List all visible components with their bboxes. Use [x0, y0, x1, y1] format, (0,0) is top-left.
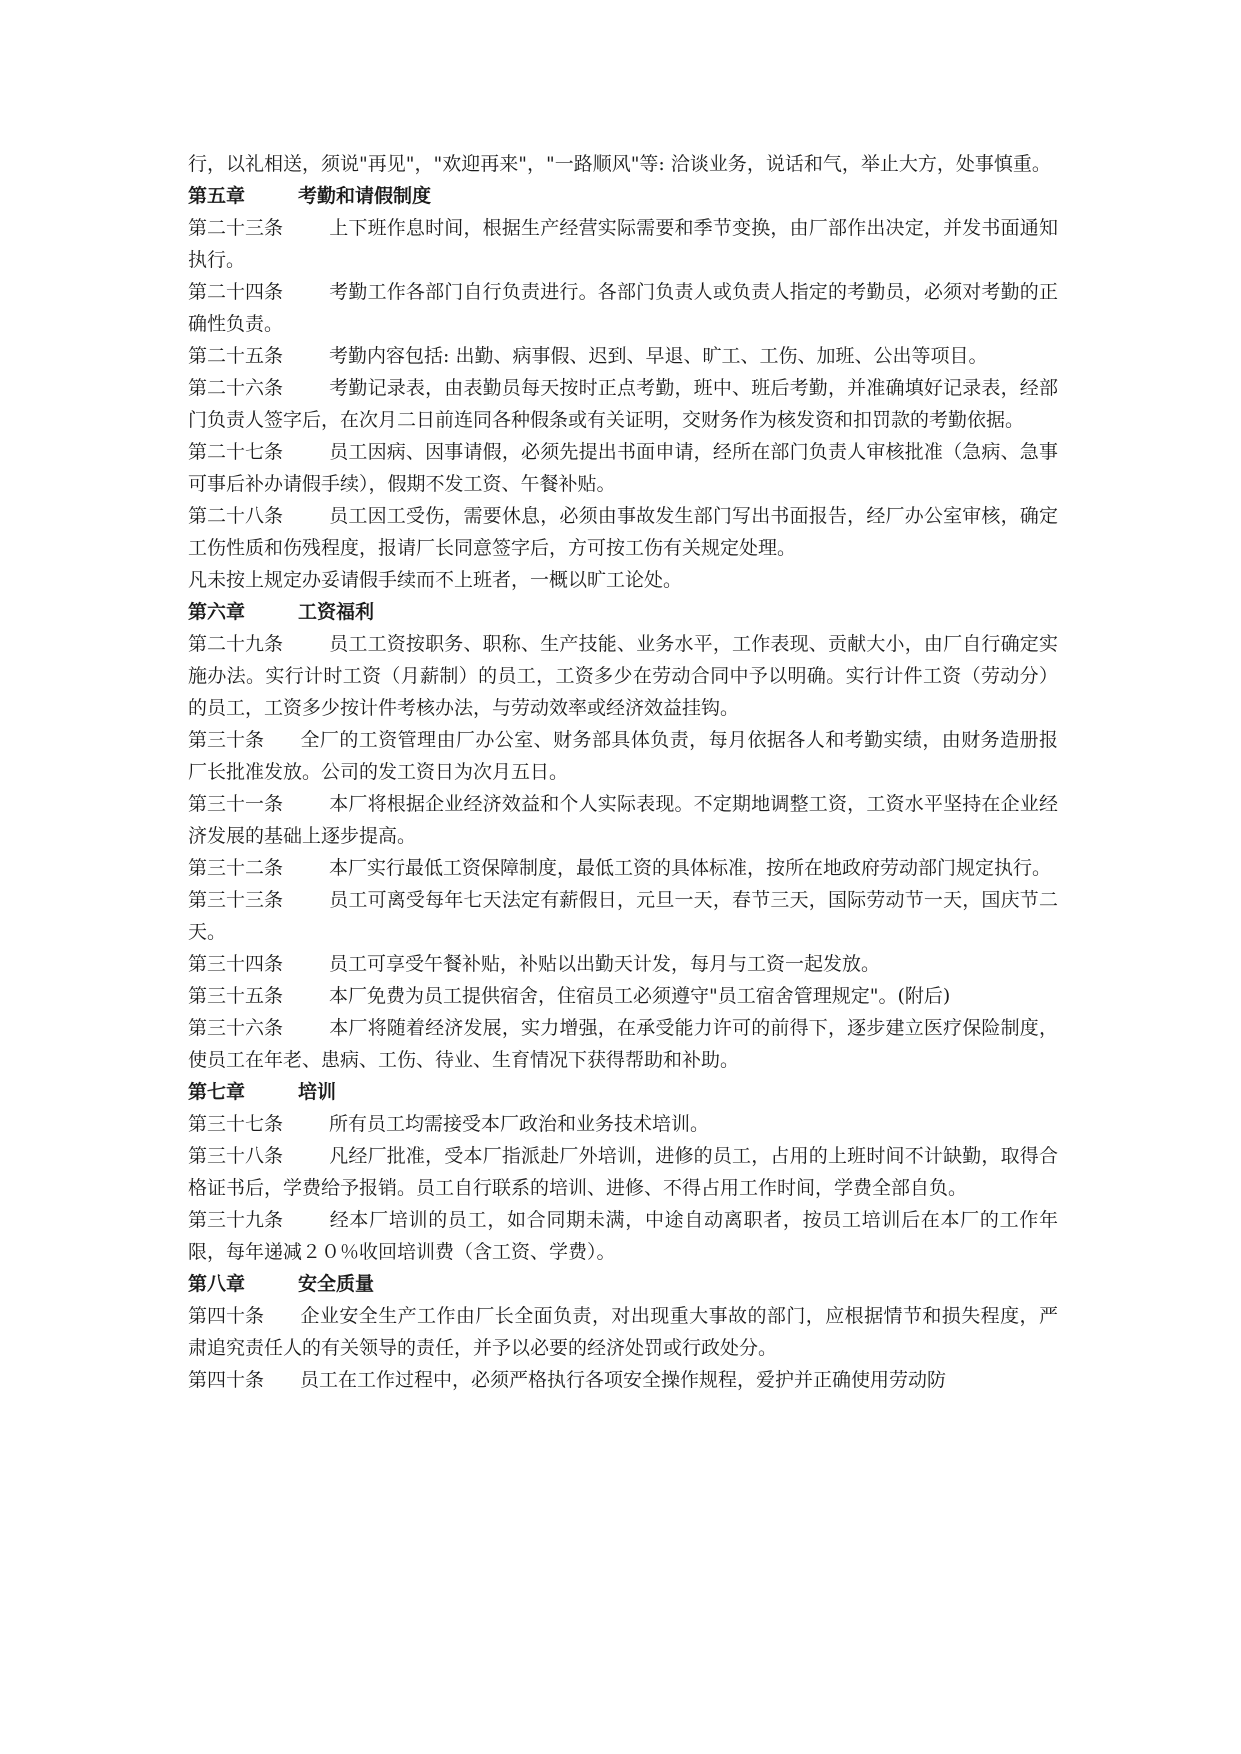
article-number: 第四十条: [188, 1305, 265, 1327]
article-number: 第二十六条: [188, 377, 284, 399]
article-text: 本厂将根据企业经济效益和个人实际表现。不定期地调整工资，工资水平坚持在企业经济发展的基础上逐步提高。: [188, 793, 1058, 847]
article-text: 上下班作息时间，根据生产经营实际需要和季节变换，由厂部作出决定，并发书面通知执行。: [188, 217, 1058, 271]
article-number: 第二十五条: [188, 345, 284, 367]
chapter-title: 培训: [298, 1081, 337, 1103]
article-number: 第三十五条: [188, 985, 284, 1007]
article-number: 第三十四条: [188, 953, 284, 975]
chapter-number: 第七章: [188, 1081, 246, 1103]
article-text: 员工因病、因事请假，必须先提出书面申请，经所在部门负责人审核批准（急病、急事可事后补办请假手续），假期不发工资、午餐补贴。: [188, 441, 1058, 495]
chapter-title: 考勤和请假制度: [298, 185, 432, 207]
article-text: 本厂将随着经济发展，实力增强，在承受能力许可的前得下，逐步建立医疗保险制度，使员工在年老、患病、工伤、待业、生育情况下获得帮助和补助。: [188, 1017, 1058, 1071]
article-text: 考勤记录表，由表勤员每天按时正点考勤，班中、班后考勤，并准确填好记录表，经部门负责人签字后，在次月二日前连同各种假条或有关证明，交财务作为核发资和扣罚款的考勤依据。: [188, 377, 1058, 431]
article-text: 全厂的工资管理由厂办公室、财务部具体负责，每月依据各人和考勤实绩，由财务造册报厂长批准发放。公司的发工资日为次月五日。: [188, 729, 1058, 783]
article-paragraph: [188, 1364, 1058, 1396]
article-text: 员工因工受伤，需要休息，必须由事故发生部门写出书面报告，经厂办公室审核，确定工伤性质和伤残程度，报请厂长同意签字后，方可按工伤有关规定处理。: [188, 505, 1058, 559]
article-number: 第四十条: [188, 1369, 265, 1391]
article-number: 第三十二条: [188, 857, 284, 879]
article-text: 本厂实行最低工资保障制度，最低工资的具体标准，按所在地政府劳动部门规定执行。: [329, 857, 1052, 879]
article-paragraph: [188, 980, 1058, 1012]
article-number: 第三十八条: [188, 1145, 284, 1167]
article-number: 第二十九条: [188, 633, 284, 655]
chapter-number: 第五章: [188, 185, 246, 207]
article-paragraph: [188, 1204, 1058, 1268]
article-number: 第三十九条: [188, 1209, 284, 1231]
text-paragraph: 行，以礼相送，须说"再见"，"欢迎再来"，"一路顺风"等: 洽谈业务，说话和气，举止大方，处事慎重。: [188, 153, 1051, 175]
article-text: 员工可离受每年七天法定有薪假日，元旦一天，春节三天，国际劳动节一天，国庆节二天。: [188, 889, 1058, 943]
article-text: 经本厂培训的员工，如合同期未满，中途自动离职者，按员工培训后在本厂的工作年限，每年递减２０％收回培训费（含工资、学费）。: [188, 1209, 1058, 1263]
article-paragraph: [188, 500, 1058, 564]
article-text: 凡经厂批准，受本厂指派赴厂外培训，进修的员工，占用的上班时间不计缺勤，取得合格证书后，学费给予报销。员工自行联系的培训、进修、不得占用工作时间，学费全部自负。: [188, 1145, 1058, 1199]
article-paragraph: [188, 1012, 1058, 1076]
article-number: 第三十七条: [188, 1113, 284, 1135]
article-paragraph: [188, 628, 1058, 724]
article-paragraph: [188, 340, 1058, 372]
article-paragraph: [188, 852, 1058, 884]
article-number: 第二十三条: [188, 217, 284, 239]
article-text: 考勤内容包括: 出勤、病事假、迟到、早退、旷工、工伤、加班、公出等项目。: [329, 345, 988, 367]
article-number: 第二十四条: [188, 281, 284, 303]
article-paragraph: [188, 372, 1058, 436]
article-number: 第三十六条: [188, 1017, 284, 1039]
article-paragraph: [188, 212, 1058, 276]
article-paragraph: [188, 276, 1058, 340]
article-paragraph: [188, 436, 1058, 500]
article-paragraph: [188, 788, 1058, 852]
article-number: 第二十八条: [188, 505, 284, 527]
article-paragraph: [188, 724, 1058, 788]
article-paragraph: [188, 948, 1058, 980]
article-text: 员工可享受午餐补贴，补贴以出勤天计发，每月与工资一起发放。: [329, 953, 881, 975]
article-paragraph: [188, 1300, 1058, 1364]
article-text: 所有员工均需接受本厂政治和业务技术培训。: [329, 1113, 710, 1135]
article-number: 第三十三条: [188, 889, 284, 911]
article-number: 第二十七条: [188, 441, 284, 463]
chapter-title: 工资福利: [298, 601, 375, 623]
chapter-title: 安全质量: [298, 1273, 375, 1295]
document-page: [188, 148, 1058, 1396]
article-text: 企业安全生产工作由厂长全面负责，对出现重大事故的部门，应根据情节和损失程度，严肃追究责任人的有关领导的责任，并予以必要的经济处罚或行政处分。: [188, 1305, 1058, 1359]
article-number: 第三十一条: [188, 793, 284, 815]
article-text: 本厂免费为员工提供宿舍，住宿员工必须遵守"员工宿舍管理规定"。(附后): [329, 985, 951, 1007]
article-paragraph: [188, 1140, 1058, 1204]
chapter-heading: [188, 1268, 1058, 1300]
chapter-heading: [188, 180, 1058, 212]
chapter-heading: [188, 596, 1058, 628]
article-paragraph: [188, 1108, 1058, 1140]
text-paragraph: 凡未按上规定办妥请假手续而不上班者，一概以旷工论处。: [188, 569, 683, 591]
chapter-number: 第八章: [188, 1273, 246, 1295]
article-paragraph: [188, 884, 1058, 948]
article-text: 员工工资按职务、职称、生产技能、业务水平，工作表现、贡献大小，由厂自行确定实施办法。实行计时工资（月薪制）的员工，工资多少在劳动合同中予以明确。实行计件工资（劳动分）的员工，工资多少按计件考核办法，与劳动效率或经济效益挂钩。: [188, 633, 1058, 719]
article-text: 员工在工作过程中，必须严格执行各项安全操作规程，爱护并正确使用劳动防: [300, 1369, 947, 1391]
article-number: 第三十条: [188, 729, 265, 751]
chapter-heading: [188, 1076, 1058, 1108]
article-text: 考勤工作各部门自行负责进行。各部门负责人或负责人指定的考勤员，必须对考勤的正确性负责。: [188, 281, 1058, 335]
chapter-number: 第六章: [188, 601, 246, 623]
